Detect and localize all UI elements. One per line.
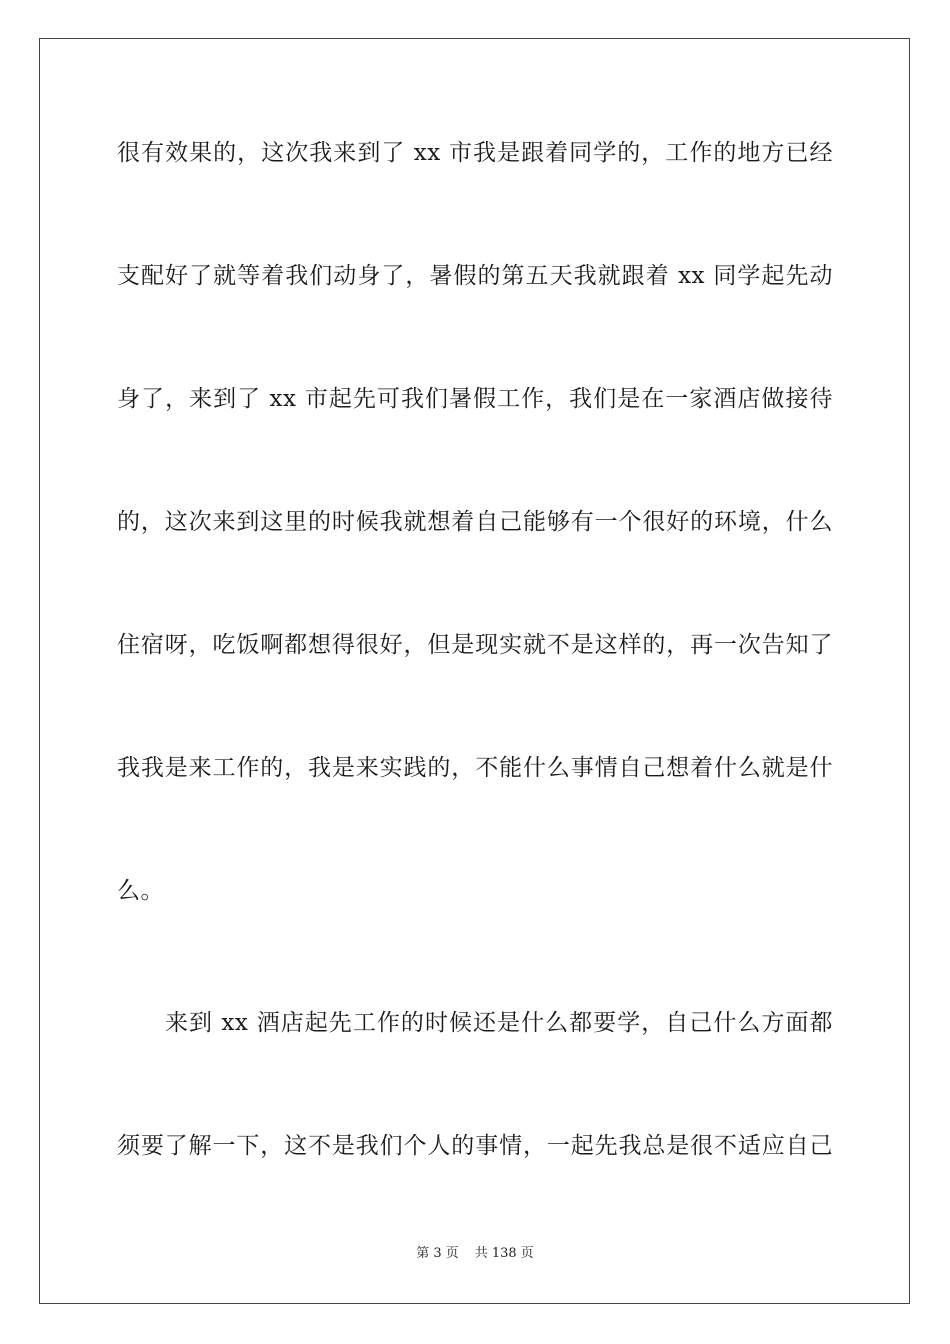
body-line-6: 我我是来工作的，我是来实践的，不能什么事情自己想着什么就是什 <box>117 755 833 781</box>
page-total: 共 138 页 <box>474 1246 534 1261</box>
page-number: 第 3 页 <box>416 1246 459 1261</box>
body-line-3: 身了，来到了 xx 市起先可我们暑假工作，我们是在一家酒店做接待 <box>117 386 833 412</box>
page-footer <box>0 1245 950 1263</box>
body-line-9: 须要了解一下，这不是我们个人的事情，一起先我总是很不适应自己 <box>117 1133 833 1159</box>
body-line-1: 很有效果的，这次我来到了 xx 市我是跟着同学的，工作的地方已经 <box>117 140 833 166</box>
body-line-5: 住宿呀，吃饭啊都想得很好，但是现实就不是这样的，再一次告知了 <box>117 632 833 658</box>
body-line-8: 来到 xx 酒店起先工作的时候还是什么都要学，自己什么方面都 <box>165 1010 833 1036</box>
body-line-4: 的，这次来到这里的时候我就想着自己能够有一个很好的环境，什么 <box>117 509 833 535</box>
body-line-2: 支配好了就等着我们动身了，暑假的第五天我就跟着 xx 同学起先动 <box>117 263 833 289</box>
page-border <box>39 38 910 1304</box>
body-line-7: 么。 <box>117 878 164 904</box>
